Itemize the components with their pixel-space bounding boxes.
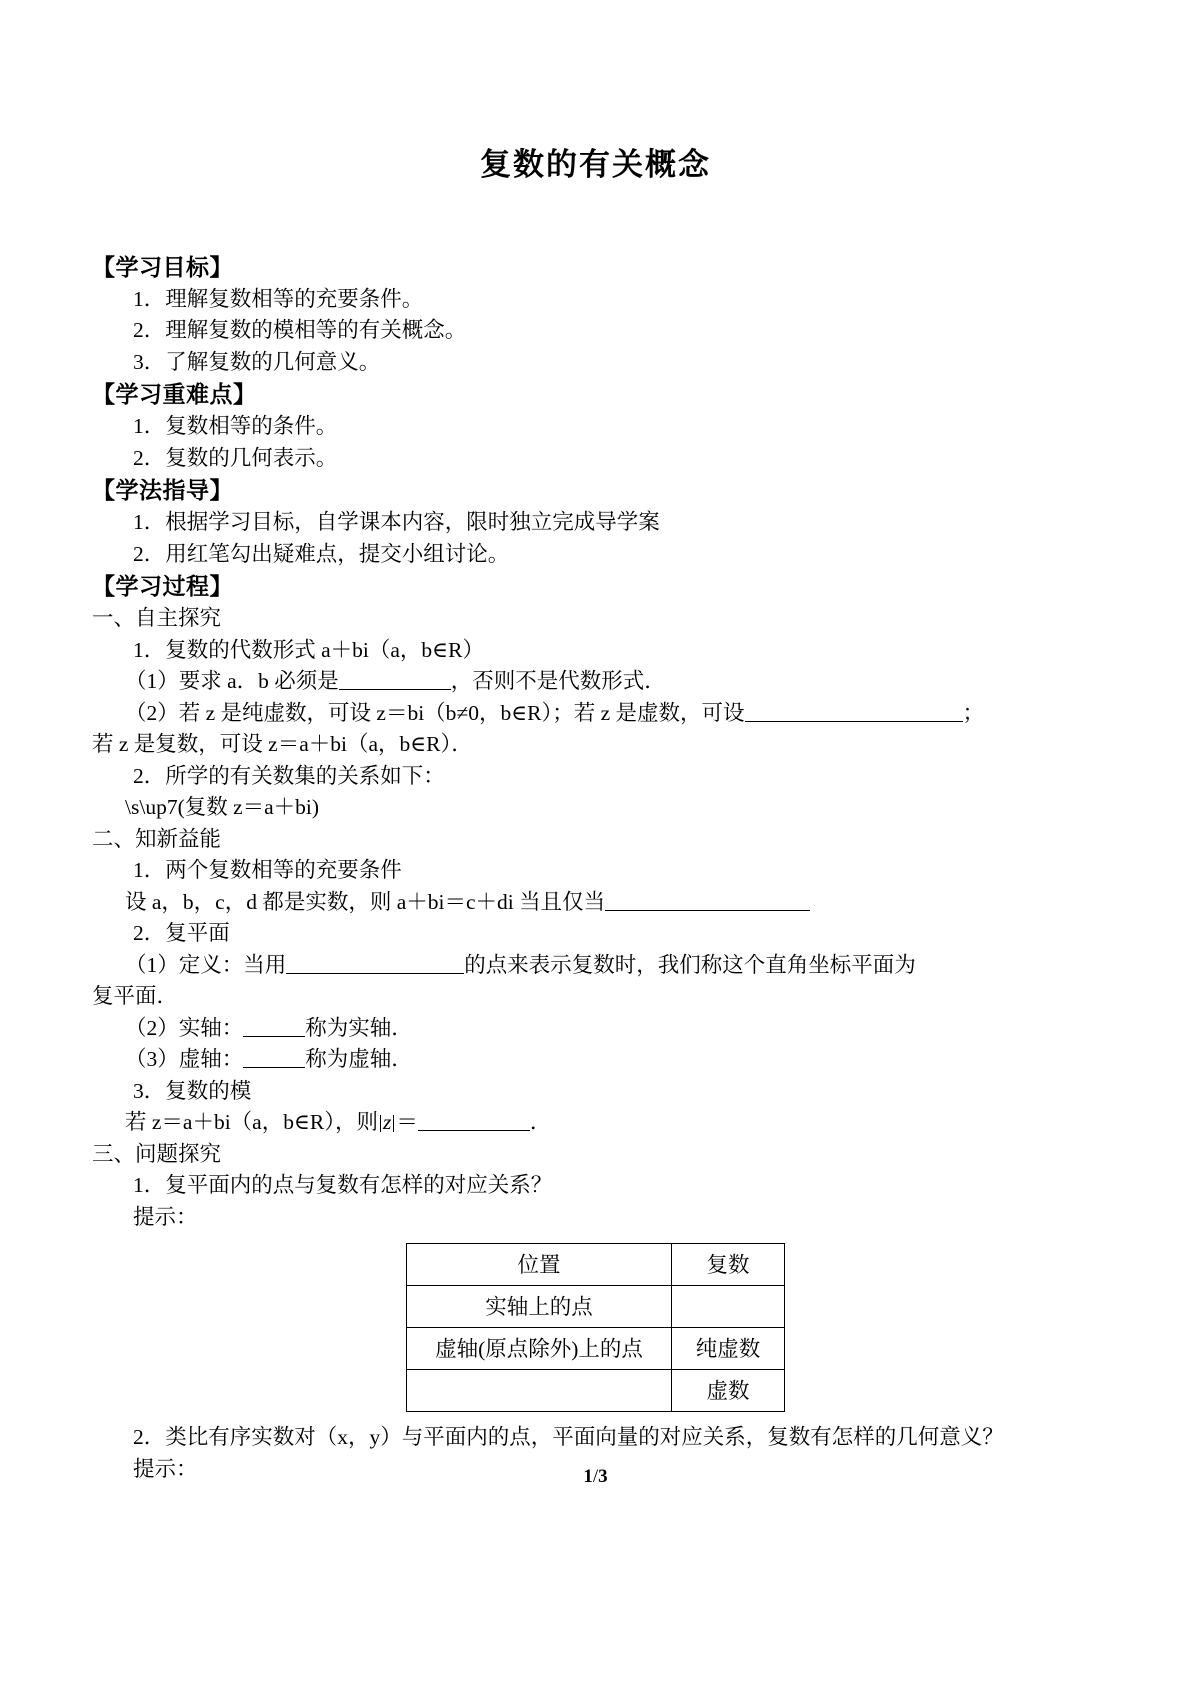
method-guide-item-1: 1．根据学习目标，自学课本内容，限时独立完成导学案 — [133, 510, 660, 535]
part1-item1-sub2-continuation: 若 z 是复数，可设 z＝a＋bi（a，b∈R）． — [92, 732, 473, 757]
part1-item1-title: 1．复数的代数形式 a＋bi（a，b∈R） — [133, 637, 484, 662]
absolute-value-bar-left — [380, 1115, 381, 1132]
modulus-equals: ＝ — [396, 1110, 418, 1135]
part2-item3-title: 3．复数的模 — [133, 1078, 252, 1103]
process-part1-label: 一、自主探究 — [92, 606, 222, 631]
table-cell-complex[interactable] — [672, 1286, 785, 1328]
fill-blank[interactable] — [745, 721, 963, 722]
table-header-position: 位置 — [407, 1244, 672, 1286]
part2-item3-body — [92, 1107, 1099, 1139]
part3-question-1-hint: 提示： — [133, 1204, 198, 1229]
process-part3-label: 三、问题探究 — [92, 1141, 222, 1166]
absolute-value-bar-right — [393, 1115, 394, 1132]
fill-blank[interactable] — [339, 689, 451, 690]
table-header-complex: 复数 — [672, 1244, 785, 1286]
fill-blank[interactable] — [243, 1067, 305, 1068]
table-row — [407, 1328, 785, 1370]
page-number-total: 3 — [598, 1466, 608, 1487]
part1-item1-sub1 — [92, 666, 1099, 698]
part2-item2-sub1-continuation: 复平面． — [92, 984, 179, 1009]
part1-item1-sub1-post: ，否则不是代数形式． — [450, 669, 666, 694]
part3-question-2: 2．类比有序实数对（x，y）与平面内的点，平面向量的对应关系，复数有怎样的几何意义？ — [133, 1425, 1004, 1450]
table-cell-position[interactable] — [407, 1370, 672, 1412]
table-cell-position: 虚轴(原点除外)上的点 — [407, 1328, 672, 1370]
section-heading-objectives: 【学习目标】 — [92, 254, 233, 280]
part2-item2-sub3-post: 称为虚轴． — [305, 1047, 413, 1072]
part1-item1-sub1-pre: （1）要求 a．b 必须是 — [125, 669, 339, 694]
objective-item-2: 2．理解复数的模相等的有关概念。 — [133, 318, 467, 343]
page-title: 复数的有关概念 — [480, 147, 711, 182]
part2-item1-body — [92, 887, 1099, 919]
table-cell-position: 实轴上的点 — [407, 1286, 672, 1328]
part1-item1-sub2-pre: （2）若 z 是纯虚数，可设 z＝bi（b≠0，b∈R）；若 z 是虚数，可设 — [125, 700, 745, 725]
table-cell-complex: 虚数 — [672, 1370, 785, 1412]
objective-item-1: 1．理解复数相等的充要条件。 — [133, 286, 424, 311]
table-row — [407, 1370, 785, 1412]
part2-item1-title: 1．两个复数相等的充要条件 — [133, 858, 402, 883]
page-number-current: 1 — [583, 1466, 593, 1487]
position-complex-table — [406, 1243, 785, 1412]
part3-question-2-hint: 提示： — [133, 1456, 198, 1481]
table-row — [407, 1286, 785, 1328]
part2-item3-body-post: ． — [529, 1110, 552, 1135]
fill-blank[interactable] — [605, 910, 810, 911]
objective-item-3: 3．了解复数的几何意义。 — [133, 349, 381, 374]
section-heading-key-points: 【学习重难点】 — [92, 382, 257, 408]
section-heading-process: 【学习过程】 — [92, 574, 233, 600]
part2-item2-sub1 — [92, 950, 1099, 982]
part2-item2-sub3-pre: （3）虚轴： — [125, 1047, 244, 1072]
key-point-item-2: 2．复数的几何表示。 — [133, 445, 338, 470]
part2-item2-title: 2．复平面 — [133, 921, 230, 946]
process-part2-label: 二、知新益能 — [92, 826, 222, 851]
section-heading-method-guide: 【学法指导】 — [92, 478, 233, 504]
table-header-row — [407, 1244, 785, 1286]
part2-item3-body-pre: 若 z＝a＋bi（a，b∈R），则 — [125, 1110, 378, 1135]
fill-blank[interactable] — [418, 1130, 530, 1131]
key-point-item-1: 1．复数相等的条件。 — [133, 414, 338, 439]
fill-blank[interactable] — [243, 1036, 305, 1037]
table-cell-complex: 纯虚数 — [672, 1328, 785, 1370]
part2-item2-sub3 — [92, 1044, 1099, 1076]
part3-question-1: 1．复平面内的点与复数有怎样的对应关系？ — [133, 1173, 553, 1198]
part2-item2-sub2 — [92, 1013, 1099, 1045]
part1-item2-body: \s\up7(复数 z＝a＋bi) — [125, 795, 320, 820]
part2-item2-sub1-pre: （1）定义：当用 — [125, 952, 287, 977]
part2-item2-sub2-post: 称为实轴． — [305, 1015, 413, 1040]
fill-blank[interactable] — [286, 973, 464, 974]
modulus-variable: z — [382, 1110, 392, 1135]
part2-item2-sub2-pre: （2）实轴： — [125, 1015, 244, 1040]
page-number-separator: / — [592, 1466, 599, 1487]
page-footer — [0, 1466, 1191, 1488]
document-body — [92, 251, 1099, 1486]
part1-item1-sub2 — [92, 698, 1099, 730]
method-guide-item-2: 2．用红笔勾出疑难点，提交小组讨论。 — [133, 541, 510, 566]
part1-item1-sub2-post: ； — [962, 700, 985, 725]
part1-item2-title: 2．所学的有关数集的关系如下： — [133, 763, 445, 788]
part2-item1-body-pre: 设 a，b，c，d 都是实数，则 a＋bi＝c＋di 当且仅当 — [125, 889, 606, 914]
part2-item2-sub1-post: 的点来表示复数时，我们称这个直角坐标平面为 — [464, 952, 916, 977]
position-table-wrapper — [92, 1243, 1099, 1412]
